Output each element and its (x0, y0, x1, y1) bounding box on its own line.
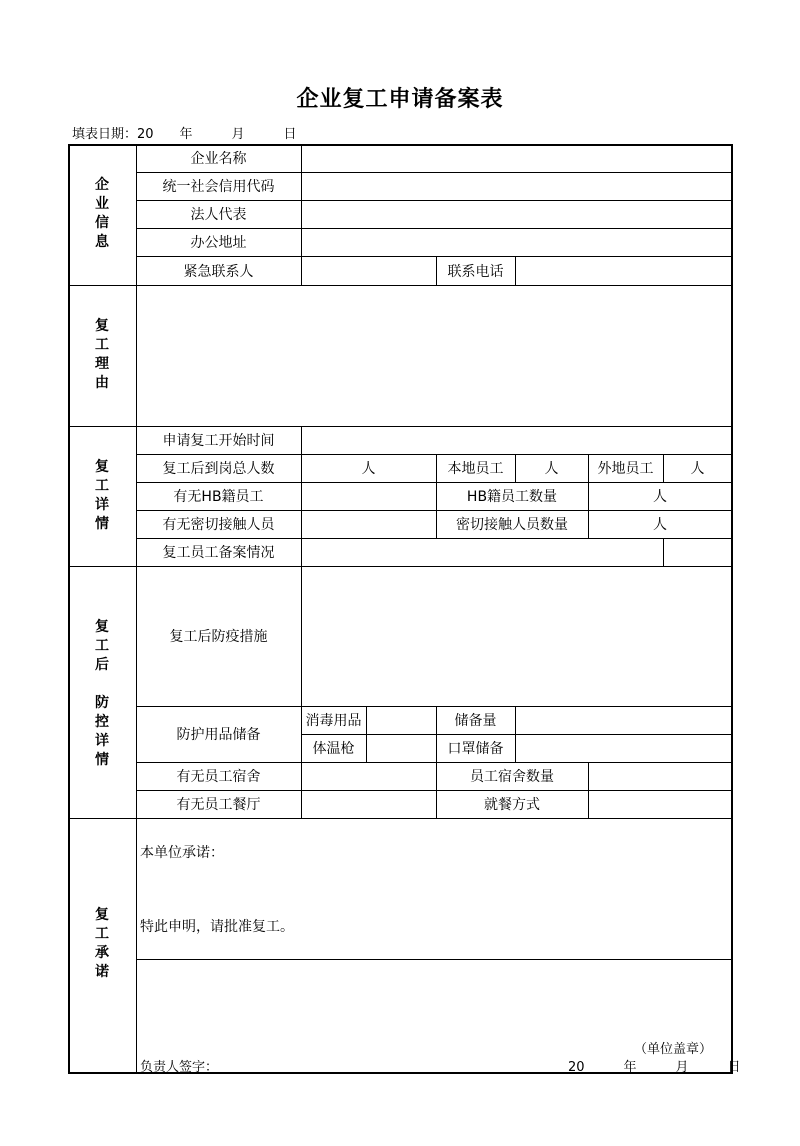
label-thermometer: 体温枪 (312, 741, 355, 757)
grid-line (301, 144, 302, 285)
section-reason: 复 工 理 由 (95, 318, 109, 391)
label-dormitory: 有无员工宿舍 (176, 769, 261, 785)
fill-date: 填表日期：20 年 月 日 (72, 127, 297, 142)
grid-line (663, 538, 664, 566)
grid-line (68, 285, 732, 286)
unit-local-staff: 人 (544, 461, 559, 477)
unit-total-staff: 人 (361, 461, 376, 477)
unit-outside-staff: 人 (690, 461, 705, 477)
grid-line (68, 818, 732, 819)
label-supplies: 防护用品储备 (176, 727, 261, 743)
grid-line (136, 959, 732, 960)
label-hb-staff: 有无HB籍员工 (173, 489, 264, 505)
label-close-contact-count: 密切接触人员数量 (456, 517, 568, 533)
label-contact-phone: 联系电话 (447, 263, 504, 280)
label-local-staff: 本地员工 (447, 461, 504, 477)
label-company-name: 企业名称 (190, 151, 247, 167)
label-dining-method: 就餐方式 (484, 797, 540, 813)
label-measures: 复工后防疫措施 (169, 629, 268, 645)
section-company: 企 业 信 息 (95, 177, 109, 250)
label-filing-status: 复工员工备案情况 (162, 545, 275, 561)
commitment-statement: 特此申明，请批准复工。 (140, 919, 294, 935)
label-total-staff: 复工后到岗总人数 (162, 461, 275, 477)
unit-close-contact-count: 人 (653, 517, 667, 533)
grid-line (515, 706, 516, 762)
section-details: 复 工 详 情 (95, 459, 109, 532)
unit-hb-count: 人 (653, 489, 667, 505)
grid-line (301, 566, 302, 818)
grid-line (301, 426, 302, 566)
label-close-contact: 有无密切接触人员 (162, 517, 275, 533)
label-disinfectant: 消毒用品 (305, 713, 362, 729)
commitment-promise: 本单位承诺： (140, 845, 224, 861)
label-canteen: 有无员工餐厅 (176, 797, 261, 813)
label-start-time: 申请复工开始时间 (162, 433, 275, 449)
page-title: 企业复工申请备案表 (296, 87, 504, 112)
filing-form (68, 144, 741, 1075)
sign-date: 20 年 月 日 (568, 1060, 741, 1075)
label-emergency-contact: 紧急联系人 (183, 263, 254, 280)
label-mask-reserve: 口罩储备 (447, 741, 504, 757)
seal-note: （单位盖章） (634, 1042, 713, 1057)
grid-line (366, 706, 367, 762)
label-dormitory-count: 员工宿舍数量 (470, 769, 554, 785)
label-credit-code: 统一社会信用代码 (162, 179, 275, 195)
label-hb-count: HB籍员工数量 (466, 489, 558, 505)
section-prevention: 复 工 后 防 控 详 情 (95, 619, 109, 768)
label-address: 办公地址 (190, 235, 247, 251)
label-legal-rep: 法人代表 (190, 207, 247, 223)
grid-line (588, 762, 589, 818)
label-reserve: 储备量 (454, 713, 497, 729)
section-commitment: 复 工 承 诺 (95, 907, 109, 980)
grid-line (515, 256, 516, 285)
signer-label: 负责人签字： (140, 1060, 219, 1075)
label-outside-staff: 外地员工 (597, 461, 654, 477)
